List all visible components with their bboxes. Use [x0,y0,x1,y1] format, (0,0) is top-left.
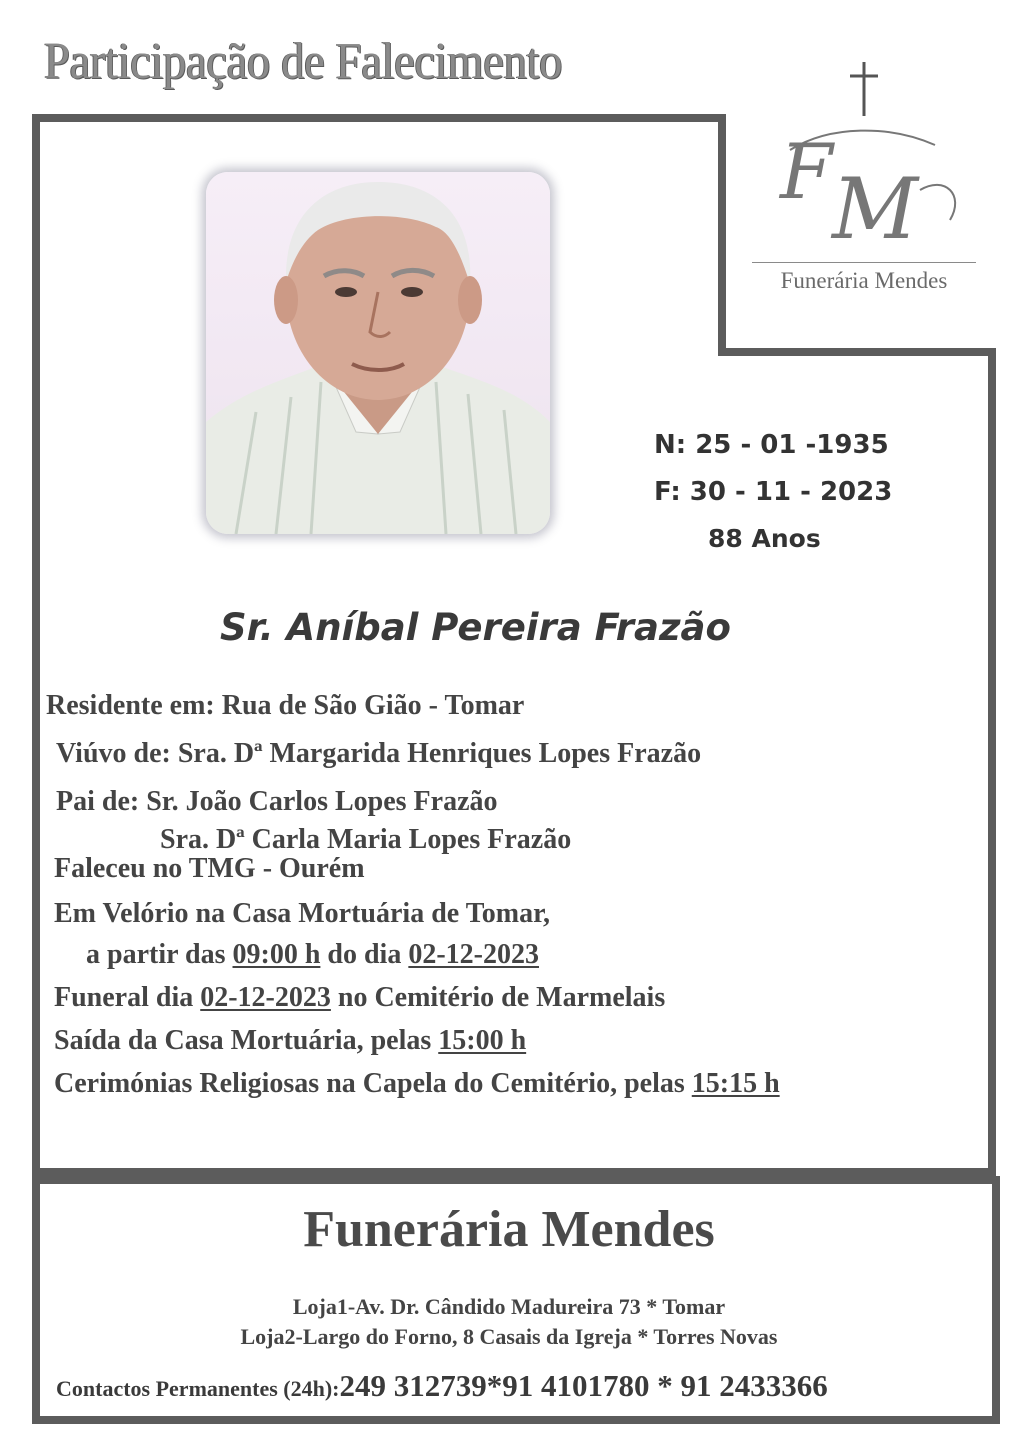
portrait-illustration [206,172,550,534]
wake-time: 09:00 h [232,939,321,970]
contacts-label: Contactos Permanentes (24h): [56,1376,340,1401]
age: 88 Anos [708,524,821,553]
store-1-address: Loja1-Av. Dr. Cândido Madureira 73 * Tomar [292,1294,726,1319]
departure-line [54,1025,526,1057]
monogram-m: M [832,160,919,250]
contacts-numbers: 249 312739*91 4101780 * 91 2433366 [339,1368,828,1403]
wake-day-prefix: do dia [327,939,402,970]
monogram-logo [770,120,970,250]
died-at-line: Faleceu no TMG - Ourém [54,853,365,884]
widower-line: Viúvo de: Sra. Dª Margarida Henriques Lopes Frazão [56,738,702,769]
page-title: Participação de Falecimento [44,33,563,90]
deceased-name: Sr. Aníbal Pereira Frazão [220,606,731,649]
departure-time: 15:00 h [438,1025,527,1056]
father-of-line: Pai de: Sr. João Carlos Lopes Frazão [56,786,498,817]
ceremony-prefix: Cerimónias Religiosas na Capela do Cemitério, pelas [54,1068,685,1099]
departure-prefix: Saída da Casa Mortuária, pelas [54,1025,432,1056]
contacts-line [56,1368,828,1404]
ceremony-line [54,1068,780,1100]
deceased-photo [206,172,550,534]
wake-time-line [86,939,539,971]
child-line: Sra. Dª Carla Maria Lopes Frazão [160,824,572,855]
wake-from-prefix: a partir das [86,939,226,970]
logo-divider [752,262,976,263]
wake-date: 02-12-2023 [408,939,539,970]
death-date: F: 30 - 11 - 2023 [654,477,893,507]
funeral-line [54,982,665,1014]
ceremony-time: 15:15 h [691,1068,780,1099]
footer-title: Funerária Mendes [303,1201,715,1258]
birth-date: N: 25 - 01 -1935 [654,430,889,460]
monogram-f: F [780,127,833,216]
logo-name: Funerária Mendes [780,268,948,293]
wake-line: Em Velório na Casa Mortuária de Tomar, [54,898,550,929]
store-2-address: Loja2-Largo do Forno, 8 Casais da Igreja * Torres Novas [240,1324,778,1349]
funeral-date: 02-12-2023 [200,982,331,1013]
funeral-prefix: Funeral dia [54,982,194,1013]
funeral-suffix: no Cemitério de Marmelais [337,982,666,1013]
residence-line: Residente em: Rua de São Gião - Tomar [46,690,525,721]
cross-icon [846,60,882,118]
